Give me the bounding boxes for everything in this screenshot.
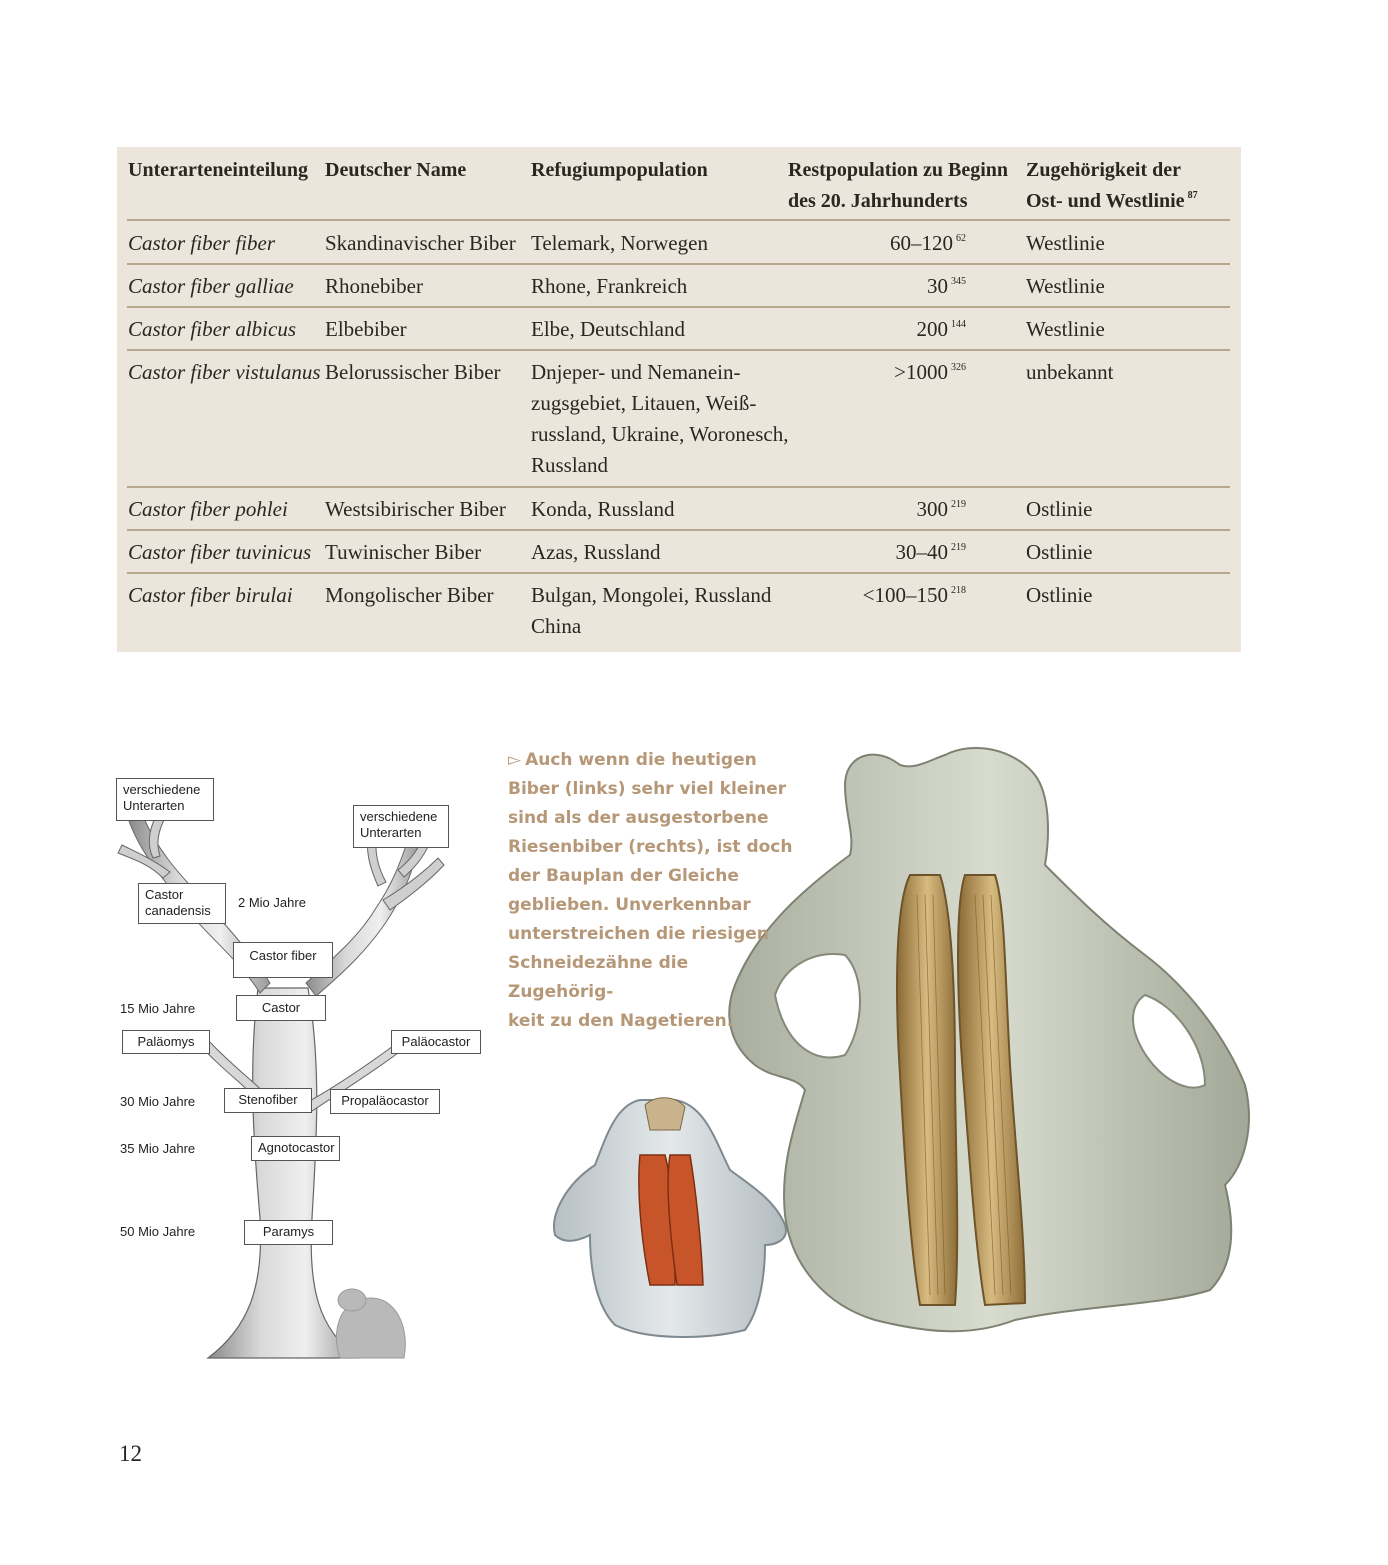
- box-verschiedene-unterarten-left: verschiedene Unterarten: [116, 778, 214, 821]
- row-rule: [127, 486, 1230, 488]
- header-german-name: Deutscher Name: [325, 159, 467, 181]
- row-rule: [127, 263, 1230, 265]
- label-2-mio-jahre: 2 Mio Jahre: [238, 895, 306, 910]
- caption-arrow-icon: ▻: [508, 750, 522, 770]
- box-stenofiber: Stenofiber: [224, 1088, 312, 1113]
- box-castor: Castor: [236, 995, 326, 1021]
- header-lineage: Zugehörigkeit der Ost- und Westlinie $^{87}$: [1026, 159, 1198, 212]
- box-agnotocastor: Agnotocastor: [251, 1136, 340, 1161]
- row-rule: [127, 572, 1230, 574]
- tree-illustration: [108, 768, 490, 1368]
- label-30-mio-jahre: 30 Mio Jahre: [120, 1094, 196, 1109]
- box-castor-canadensis: Castor canadensis: [138, 883, 226, 924]
- header-subspecies: Unterarteneinteilung: [128, 159, 308, 181]
- label-50-mio-jahre: 50 Mio Jahre: [120, 1224, 196, 1239]
- header-restpopulation: Restpopulation zu Beginn des 20. Jahrhunderts: [788, 159, 1009, 212]
- box-paramys: Paramys: [244, 1220, 333, 1245]
- box-castor-fiber: Castor fiber: [233, 942, 333, 978]
- row-rule: [127, 529, 1230, 531]
- box-verschiedene-unterarten-right: verschiedene Unterarten: [353, 805, 449, 848]
- header-rule: [127, 219, 1230, 221]
- header-refugium: Refugiumpopulation: [531, 159, 708, 181]
- row-rule: [127, 349, 1230, 351]
- row-rule: [127, 306, 1230, 308]
- box-palaeocastor: Paläocastor: [391, 1030, 481, 1054]
- box-palaeomys: Paläomys: [122, 1030, 210, 1054]
- phylogenetic-tree: [108, 768, 490, 1368]
- photo-caption: ▻ Auch wenn die heutigen Biber (links) sehr viel kleiner sind als der ausgestorbene Riesenbiber (rechts), ist doch der Bauplan der Gleiche geblieben. Unverkennbar unterstreichen die riesigen Schneidezähne die Zugehörig- keit zu den Nagetieren.: [508, 750, 793, 1031]
- footnote-ref: 87: [1187, 190, 1198, 201]
- box-propalaeocastor: Propaläocastor: [330, 1089, 440, 1114]
- label-15-mio-jahre: 15 Mio Jahre: [120, 1001, 196, 1016]
- page-number: 12: [119, 1441, 142, 1466]
- label-35-mio-jahre: 35 Mio Jahre: [120, 1141, 196, 1156]
- subspecies-table: Unterarteneinteilung Deutscher Name Refugiumpopulation Restpopulation zu Beginn des 20. Jahrhunderts Zugehörigkeit der Ost- und Westlinie $^{87}$ Castor fiber fiber Skandinavischer Biber Telemark, Norwegen 60–120 $^{62}$ Westlinie Castor fiber galliae Rhonebiber Rhone, Frankreich 30 $^{345}$ Westlinie Castor fiber albicus Elbebiber Elbe, Deutschland 200 $^{144}$ Westlinie Castor fiber vistulanus Belorussischer Biber Dnjeper- und Nemanein- zugsgebiet, Litauen, Weiß- russland, Ukraine, Woronesch, Russland >1000 $^{326}$ unbekannt Castor fiber pohlei Westsibirischer Biber Konda, Russland 300 $^{219}$ Ostlinie Castor fiber tuvinicus Tuwinischer Biber Azas, Russland 30–40 $^{219}$ Ostlinie Castor fiber birulai Mongolischer Biber Bulgan, Mongolei, Russland China <100–150 $^{218}$ Ostlinie: [117, 147, 1241, 652]
